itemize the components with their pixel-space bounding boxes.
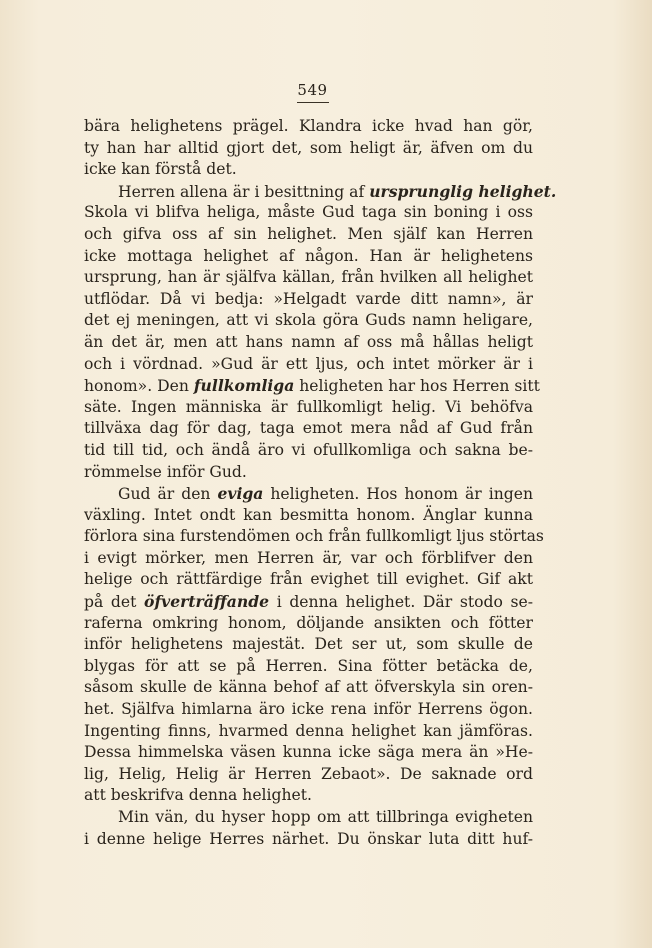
text-line: [84, 246, 533, 268]
text-segment: växling. Intet ondt kan besmitta honom. Änglar kunna: [84, 505, 533, 524]
text-segment: lig, Helig, Helig är Herren Zebaot». De saknade ord: [84, 764, 533, 783]
text-segment: inför helighetens majestät. Det ser ut, som skulle de: [84, 635, 533, 654]
text-line: [84, 116, 533, 138]
text-line: [84, 462, 533, 484]
text-segment: honom». Den: [84, 377, 194, 396]
text-line: [84, 613, 533, 635]
page-number: [0, 81, 625, 103]
emphasized-text: ursprunglig helighet.: [369, 181, 557, 201]
page-number-text: 549: [297, 81, 328, 99]
text-line: [84, 785, 533, 807]
text-segment: än det är, men att hans namn af oss må hållas heligt: [84, 332, 533, 351]
text-segment: ursprung, han är själfva källan, från hvilken all helighet: [84, 268, 533, 287]
text-line: [84, 202, 533, 224]
emphasized-text: eviga: [217, 484, 264, 504]
text-segment: att beskrifva denna helighet.: [84, 786, 312, 805]
text-segment: i denna helighet. Där stodo se-: [269, 593, 533, 612]
text-line: [84, 375, 540, 397]
text-line: [84, 721, 533, 743]
text-line: [84, 829, 533, 851]
text-segment: Ingenting finns, hvarmed denna helighet kan jämföras.: [84, 721, 533, 740]
text-segment: i denne helige Herres närhet. Du önskar luta ditt huf-: [84, 829, 533, 848]
text-segment: blygas för att se på Herren. Sina fötter betäcka de,: [84, 656, 533, 675]
text-segment: säte. Ingen människa är fullkomligt helig. Vi behöfva: [84, 397, 533, 416]
text-segment: Skola vi blifva heliga, måste Gud taga sin boning i oss: [84, 203, 533, 222]
text-line: [84, 138, 533, 160]
text-segment: icke mottaga helighet af någon. Han är helighetens: [84, 246, 533, 265]
text-segment: Herren allena är i besittning af: [118, 182, 370, 201]
text-line: [84, 332, 533, 354]
text-segment: tillväxa dag för dag, taga emot mera nåd af Gud från: [84, 419, 533, 438]
text-segment: heligheten har hos Herren sitt: [294, 377, 540, 396]
text-line: [84, 440, 533, 462]
text-line: [84, 742, 533, 764]
text-line: [84, 159, 533, 181]
emphasized-text: fullkomliga: [193, 376, 295, 396]
body-text: [84, 116, 557, 850]
text-segment: och i vördnad. »Gud är ett ljus, och intet mörker är i: [84, 354, 533, 373]
text-line: [84, 310, 533, 332]
text-line: [84, 483, 533, 505]
text-segment: raferna omkring honom, döljande ansikten och fötter: [84, 613, 533, 632]
text-segment: Min vän, du hyser hopp om att tillbringa evigheten: [118, 808, 533, 826]
text-line: [84, 677, 533, 699]
text-line: [84, 418, 533, 440]
text-line: [84, 569, 533, 591]
text-line: [84, 224, 533, 246]
text-line: [84, 807, 533, 829]
text-segment: Gud är den: [118, 485, 218, 504]
text-segment: icke kan förstå det.: [84, 160, 237, 179]
text-segment: och gifva oss af sin helighet. Men själf kan Herren: [84, 224, 533, 243]
text-segment: het. Själfva himlarna äro icke rena inför Herrens ögon.: [84, 700, 533, 719]
text-line: [84, 289, 533, 311]
text-line: [84, 181, 557, 203]
text-segment: i evigt mörker, men Herren är, var och förblifver den: [84, 548, 533, 567]
text-line: [84, 548, 533, 570]
text-segment: helige och rättfärdige från evighet till evighet. Gif akt: [84, 570, 533, 589]
text-segment: heligheten. Hos honom är ingen: [263, 485, 534, 504]
text-segment: römmelse inför Gud.: [84, 462, 247, 481]
text-segment: ty han har alltid gjort det, som heligt är, äfven om du: [84, 138, 533, 157]
text-segment: utflödar. Då vi bedja: »Helgadt varde ditt namn», är: [84, 289, 533, 308]
text-line: [84, 397, 533, 419]
text-segment: det ej meningen, att vi skola göra Guds namn heligare,: [84, 311, 533, 330]
text-segment: Dessa himmelska väsen kunna icke säga mera än »He-: [84, 743, 533, 762]
text-segment: tid till tid, och ändå äro vi ofullkomliga och sakna be-: [84, 440, 533, 459]
text-segment: på det: [84, 593, 145, 612]
text-line: [84, 764, 533, 786]
text-segment: förlora sina furstendömen och från fullkomligt ljus störtas: [84, 527, 544, 546]
text-line: [84, 526, 544, 548]
text-line: [84, 634, 533, 656]
text-line: [84, 591, 533, 613]
text-line: [84, 354, 533, 376]
text-segment: bära helighetens prägel. Klandra icke hvad han gör,: [84, 117, 533, 135]
emphasized-text: öfverträffande: [144, 592, 270, 612]
page-number-rule: [297, 102, 329, 103]
text-line: [84, 699, 533, 721]
text-segment: såsom skulle de känna behof af att öfverskyla sin oren-: [84, 678, 533, 697]
text-line: [84, 267, 533, 289]
text-line: [84, 505, 533, 527]
text-line: [84, 656, 533, 678]
